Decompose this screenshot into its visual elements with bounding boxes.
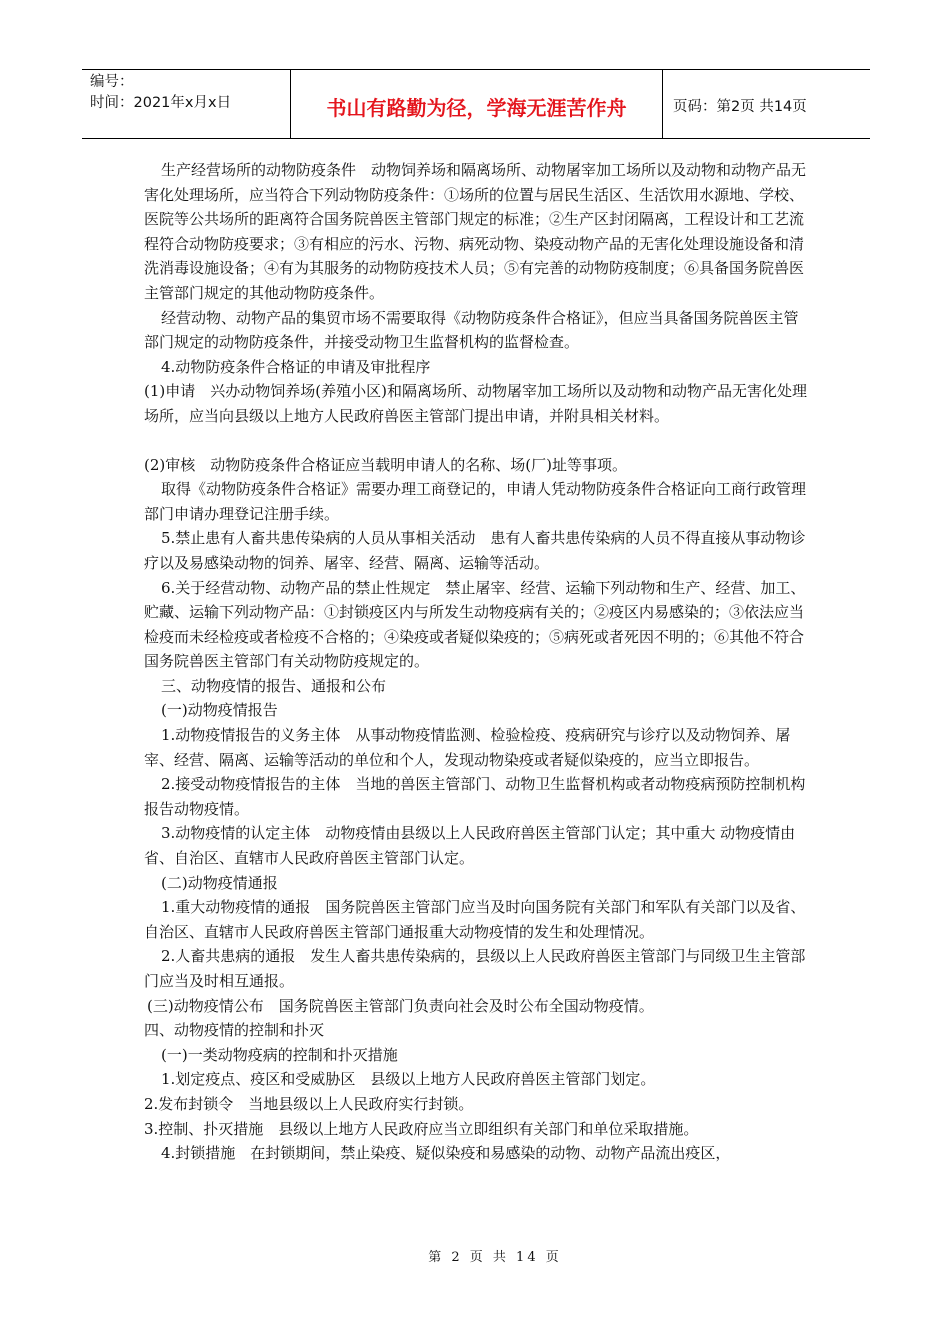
paragraph: 2.人畜共患病的通报 发生人畜共患传染病的，县级以上人民政府兽医主管部门与同级卫生主管部门应当及时相互通报。 [144,947,806,990]
header-meta [82,70,291,138]
page-footer: 第 2 页 共 14 页 [428,1250,562,1265]
paragraph: 2.发布封锁令 当地县级以上人民政府实行封锁。 [144,1094,474,1113]
section-heading: 四、动物疫情的控制和扑灭 [144,1021,325,1040]
header-motto: 书山有路勤为径，学海无涯苦作舟 [291,70,663,138]
paragraph: 生产经营场所的动物防疫条件 动物饲养场和隔离场所、动物屠宰加工场所以及动物和动物产品无害化处理场所，应当符合下列动物防疫条件：①场所的位置与居民生活区、生活饮用水源地、学校、医院等公共场所的距离符合国务院兽医主管部门规定的标准；②生产区封闭隔离，工程设计和工艺流程符合动物防疫要求；③有相应的污水、污物、病死动物、染疫动物产品的无害化处理设施设备和清洗消毒设施设备；④有为其服务的动物防疫技术人员；⑤有完善的动物防疫制度；⑥具备国务院兽医主管部门规定的其他动物防疫条件。 [144,161,807,302]
subsection-heading: (二)动物疫情通报 [161,873,278,892]
document-number-label: 编号： [90,74,134,90]
document-time-label: 时间：2021年x月x日 [90,95,232,111]
paragraph: 5.禁止患有人畜共患传染病的人员从事相关活动 患有人畜共患传染病的人员不得直接从事动物诊疗以及易感染动物的饲养、屠宰、经营、隔离、运输等活动。 [144,529,806,572]
header-page-info: 页码：第2页 共14页 [673,98,807,115]
paragraph: 1.动物疫情报告的义务主体 从事动物疫情监测、检验检疫、疫病研究与诊疗以及动物饲养、屠宰、经营、隔离、运输等活动的单位和个人，发现动物染疫或者疑似染疫的，应当立即报告。 [144,726,791,769]
paragraph: 经营动物、动物产品的集贸市场不需要取得《动物防疫条件合格证》，但应当具备国务院兽医主管部门规定的动物防疫条件，并接受动物卫生监督机构的监督检查。 [144,308,799,352]
paragraph: 2.接受动物疫情报告的主体 当地的兽医主管部门、动物卫生监督机构或者动物疫病预防控制机构报告动物疫情。 [144,775,806,818]
subsection-heading: (一)动物疫情报告 [161,701,278,720]
paragraph: 3.动物疫情的认定主体 动物疫情由县级以上人民政府兽医主管部门认定；其中重大 动物疫情由省、自治区、直辖市人民政府兽医主管部门认定。 [144,824,796,868]
page-header [82,69,870,139]
paragraph: (2)审核 动物防疫条件合格证应当载明申请人的名称、场(厂)址等事项。 [144,455,627,474]
paragraph: 4.封锁措施 在封锁期间，禁止染疫、疑似染疫和易感染的动物、动物产品流出疫区， [161,1144,731,1163]
subsection-heading: (一)一类动物疫病的控制和扑灭措施 [161,1045,398,1064]
paragraph: 1.划定疫点、疫区和受威胁区 县级以上地方人民政府兽医主管部门划定。 [161,1070,656,1089]
section-heading: 三、动物疫情的报告、通报和公布 [161,676,387,695]
paragraph: (1)申请 兴办动物饲养场(养殖小区)和隔离场所、动物屠宰加工场所以及动物和动物产品无害化处理场所，应当向县级以上地方人民政府兽医主管部门提出申请，并附具相关材料。 [144,382,807,425]
paragraph: 1.重大动物疫情的通报 国务院兽医主管部门应当及时向国务院有关部门和军队有关部门以及省、自治区、直辖市人民政府兽医主管部门通报重大动物疫情的发生和处理情况。 [144,898,806,941]
blank-line [144,429,812,453]
section-heading: 4.动物防疫条件合格证的申请及审批程序 [161,357,431,376]
paragraph: 取得《动物防疫条件合格证》需要办理工商登记的，申请人凭动物防疫条件合格证向工商行政管理部门申请办理登记注册手续。 [144,480,807,523]
paragraph: 3.控制、扑灭措施 县级以上地方人民政府应当立即组织有关部门和单位采取措施。 [144,1119,699,1138]
paragraph: 6.关于经营动物、动物产品的禁止性规定 禁止屠宰、经营、运输下列动物和生产、经营、加工、贮藏、运输下列动物产品：①封锁疫区内与所发生动物疫病有关的；②疫区内易感染的；③依法应当检疫而未经检疫或者检疫不合格的；④染疫或者疑似染疫的；⑤病死或者死因不明的；⑥其他不符合国务院兽医主管部门有关动物防疫规定的。 [144,578,806,671]
paragraph: (三)动物疫情公布 国务院兽医主管部门负责向社会及时公布全国动物疫情。 [147,996,654,1015]
document-body [144,158,812,1166]
